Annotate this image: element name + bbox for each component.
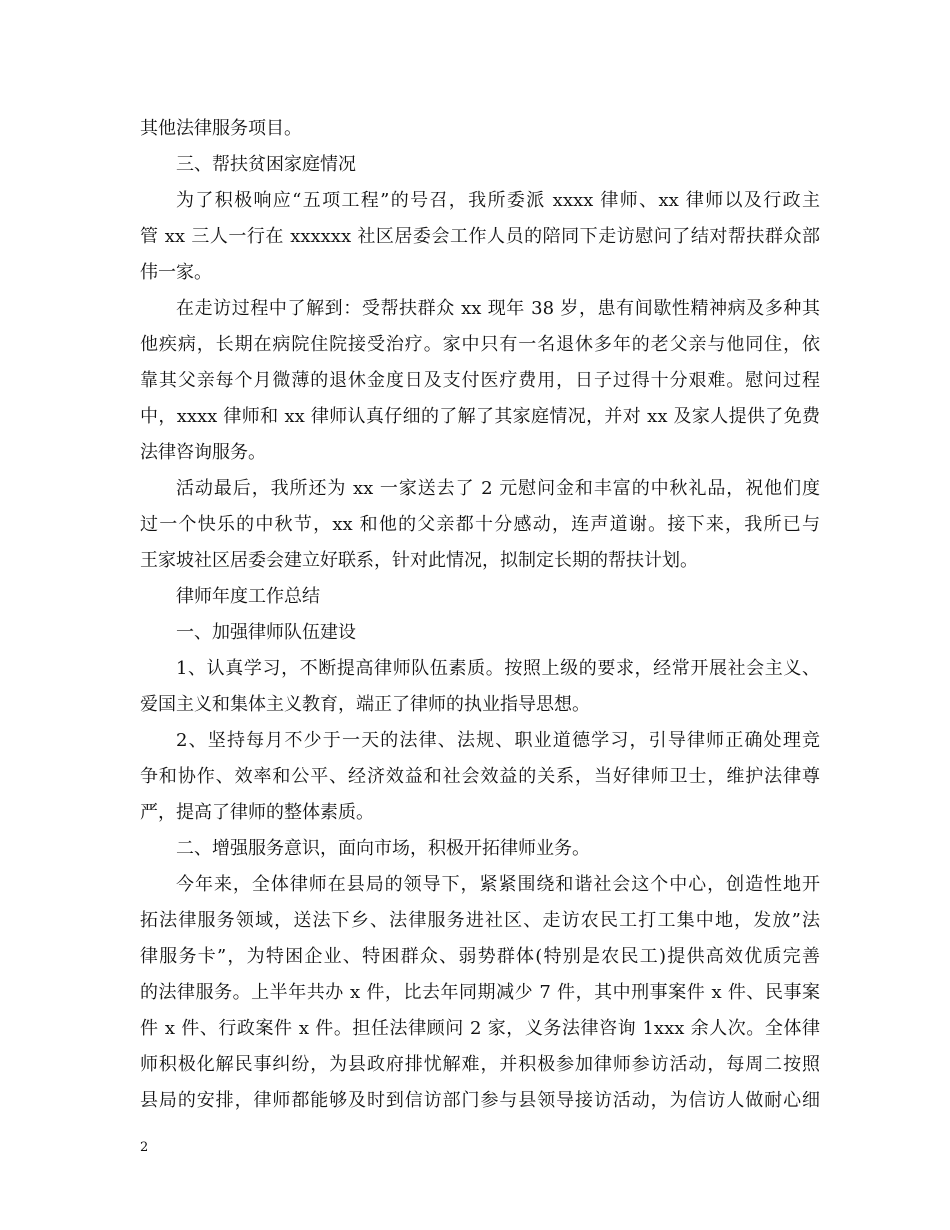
text-line: 王家坡社区居委会建立好联系，针对此情况，拟制定长期的帮扶计划。 — [140, 550, 698, 571]
section-heading: 二、增强服务意识，面向市场，积极开拓律师业务。 — [176, 838, 590, 859]
text-line: 中，xxxx 律师和 xx 律师认真仔细的了解了其家庭情况，并对 xx 及家人提供了免费 — [140, 406, 820, 427]
text-line: 师积极化解民事纠纷，为县政府排忧解难，并积极参加律师参访活动，每周二按照 — [140, 1054, 820, 1075]
text-line: 他疾病，长期在病院住院接受治疗。家中只有一名退休多年的老父亲与他同住，依 — [140, 334, 820, 355]
text-line: 活动最后，我所还为 xx 一家送去了 2 元慰问金和丰富的中秋礼品，祝他们度 — [176, 478, 820, 499]
text-line: 律服务卡”，为特困企业、特困群众、弱势群体(特别是农民工)提供高效优质完善 — [140, 946, 820, 967]
text-line: 法律咨询服务。 — [140, 442, 266, 463]
text-line: 为了积极响应“五项工程”的号召，我所委派 xxxx 律师、xx 律师以及行政主 — [176, 190, 820, 211]
text-line: 的法律服务。上半年共办 x 件，比去年同期减少 7 件，其中刑事案件 x 件、民事案 — [140, 982, 820, 1003]
text-line: 严，提高了律师的整体素质。 — [140, 802, 374, 823]
text-line: 件 x 件、行政案件 x 件。担任法律顾问 2 家，义务法律咨询 1xxx 余人次。全体律 — [140, 1018, 820, 1039]
text-line: 其他法律服务项目。 — [140, 118, 302, 139]
document-title: 律师年度工作总结 — [176, 586, 320, 607]
page-number: 2 — [140, 1140, 149, 1155]
text-line: 争和协作、效率和公平、经济效益和社会效益的关系，当好律师卫士，维护法律尊 — [140, 766, 820, 787]
text-line: 过一个快乐的中秋节，xx 和他的父亲都十分感动，连声道谢。接下来，我所已与 — [140, 514, 820, 535]
text-line: 在走访过程中了解到：受帮扶群众 xx 现年 38 岁，患有间歇性精神病及多种其 — [176, 298, 820, 319]
text-line: 靠其父亲每个月微薄的退休金度日及支付医疗费用，日子过得十分艰难。慰问过程 — [140, 370, 820, 391]
text-line: 今年来，全体律师在县局的领导下，紧紧围绕和谐社会这个中心，创造性地开 — [176, 874, 820, 895]
text-line: 伟一家。 — [140, 262, 212, 283]
section-heading: 一、加强律师队伍建设 — [176, 622, 356, 643]
text-line: 县局的安排，律师都能够及时到信访部门参与县领导接访活动，为信访人做耐心细 — [140, 1090, 820, 1111]
text-line: 拓法律服务领域，送法下乡、法律服务进社区、走访农民工打工集中地，发放”法 — [140, 910, 820, 931]
section-heading: 三、帮扶贫困家庭情况 — [176, 154, 356, 175]
text-line: 爱国主义和集体主义教育，端正了律师的执业指导思想。 — [140, 694, 590, 715]
text-line: 管 xx 三人一行在 xxxxxx 社区居委会工作人员的陪同下走访慰问了结对帮扶群众部 — [140, 226, 820, 247]
text-line: 1、认真学习，不断提高律师队伍素质。按照上级的要求，经常开展社会主义、 — [176, 658, 820, 679]
text-line: 2、坚持每月不少于一天的法律、法规、职业道德学习，引导律师正确处理竞 — [176, 730, 820, 751]
